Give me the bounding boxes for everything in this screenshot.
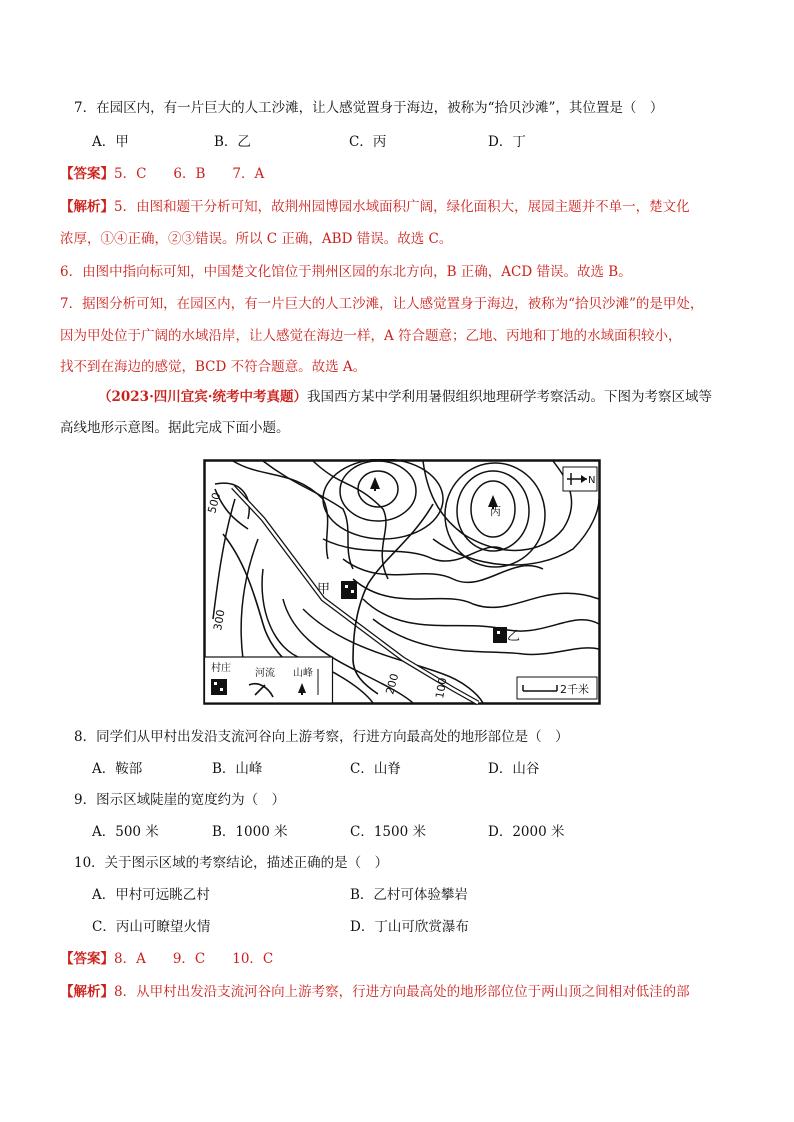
contour-label-100: 100 [433,676,450,700]
q9-stem: 9．图示区域陡崖的宽度约为（ ） [74,792,286,808]
q9-option-a: A．500 米 [92,824,159,840]
analysis-7-line-1: 7．据图分析可知，在园区内，有一片巨大的人工沙滩，让人感觉置身于海边，被称为“拾贝沙滩”的是甲处， [60,296,704,312]
intro-line-2: 高线地形示意图。据此完成下面小题。 [60,420,290,436]
answer-tag: 【答案】 [60,951,114,967]
q9-option-b: B．1000 米 [212,824,288,840]
label-jia: 甲 [317,582,331,597]
village-yi [493,627,507,643]
north-label: N [588,475,596,486]
q7-option-b: B．乙 [214,134,251,150]
legend-river-label: 河流 [255,668,275,679]
q8-option-b: B．山峰 [212,761,263,777]
q10-stem: 10．关于图示区域的考察结论，描述正确的是（ ） [74,855,389,871]
analysis-text: 8．从甲村出发沿支流河谷向上游考察，行进方向最高处的地形部位位于两山顶之间相对低洼的部 [114,984,690,1000]
analysis-7-line-2: 因为甲处位于广阔的水域沿岸，让人感觉在海边一样，A 符合题意；乙地、丙地和丁地的水域面积较小， [60,328,682,344]
analysis-6: 6．由图中指向标可知，中国楚文化馆位于荆州区园的东北方向，B 正确，ACD 错误。故选 B。 [60,264,632,280]
contour-label-200: 200 [383,672,402,696]
answer-block-2 [60,949,273,969]
label-bing: 丙 [490,505,501,518]
village-jia [341,581,357,599]
answer-text: 5．C 6．B 7．A [114,166,265,182]
analysis-5-line-2: 浓厚，①④正确，②③错误。所以 C 正确，ABD 错误。故选 C。 [60,231,453,247]
answer-block-1 [60,164,264,184]
analysis-tag: 【解析】 [60,984,114,1000]
q9-option-c: C．1500 米 [350,824,426,840]
q10-option-d: D．丁山可欣赏瀑布 [350,919,469,935]
q10-option-a: A．甲村可远眺乙村 [92,887,210,903]
village-icon [211,679,227,695]
answer-tag: 【答案】 [60,166,114,182]
legend-village-label: 村庄 [211,663,231,674]
q8-option-a: A．鞍部 [92,761,143,777]
analysis-8-line-1 [60,982,690,1002]
contour-label-300: 300 [211,608,228,632]
intro-line-1 [98,387,712,407]
answer-text: 8．A 9．C 10．C [114,951,274,967]
contour-label-500: 500 [205,491,224,515]
analysis-text: 5．由图和题干分析可知，故荆州园博园水域面积广阔，绿化面积大，展园主题并不单一，楚文化 [114,199,690,215]
source-tag: （2023·四川宜宾·统考中考真题） [98,389,307,405]
analysis-7-line-3: 找不到在海边的感觉，BCD 不符合题意。故选 A。 [60,359,367,375]
q9-option-d: D．2000 米 [488,824,565,840]
q7-option-a: A．甲 [92,134,129,150]
legend-box [205,657,333,703]
q8-option-c: C．山脊 [350,761,401,777]
q10-option-c: C．丙山可瞭望火情 [92,919,211,935]
q7-option-c: C．丙 [349,134,387,150]
label-yi: 乙 [507,629,521,644]
scale-label: 2千米 [560,683,589,696]
q8-stem: 8．同学们从甲村出发沿支流河谷向上游考察，行进方向最高处的地形部位是（ ） [74,729,569,745]
q10-option-b: B．乙村可体验攀岩 [350,887,468,903]
contour-map [203,459,601,705]
intro-text: 我国西方某中学利用暑假组织地理研学考察活动。下图为考察区域等 [306,389,712,405]
q8-option-d: D．山谷 [488,761,540,777]
analysis-tag: 【解析】 [60,199,114,215]
legend-peak-label: 山峰 [293,668,313,679]
q7-option-d: D．丁 [488,134,526,150]
q7-stem: 7．在园区内，有一片巨大的人工沙滩，让人感觉置身于海边，被称为“拾贝沙滩”，其位置是（ ） [74,100,664,116]
analysis-5-line-1 [60,197,690,217]
